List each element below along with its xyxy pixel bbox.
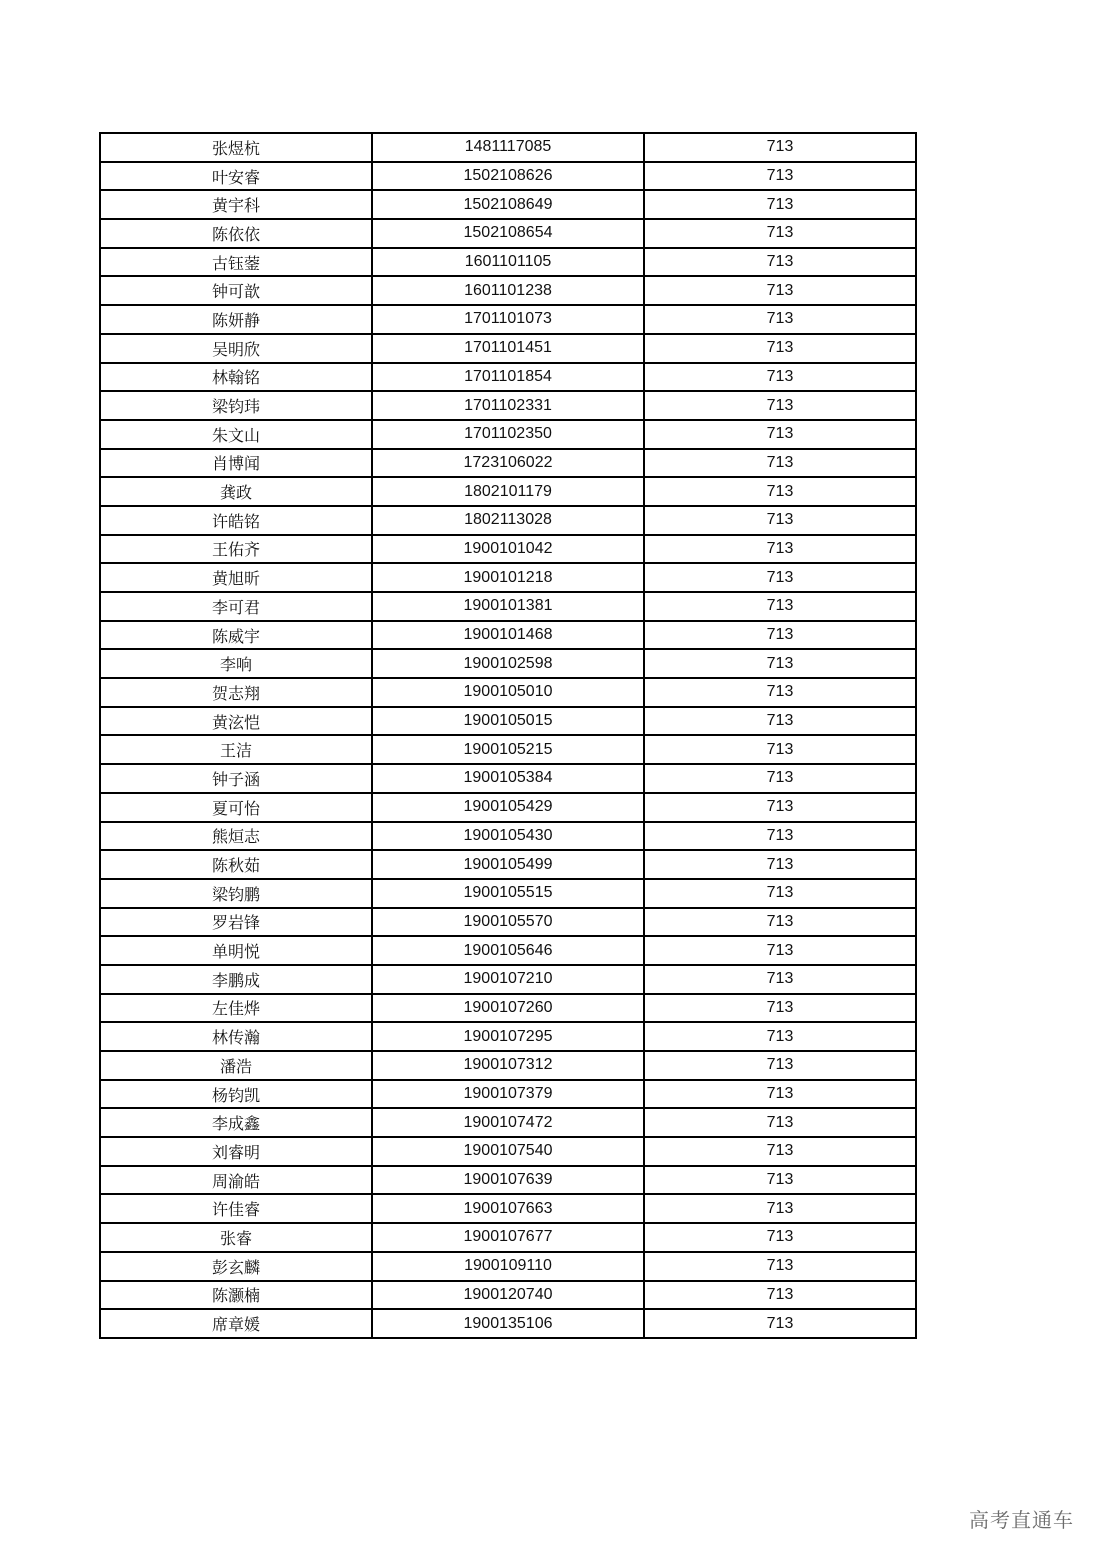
score-cell: 713 — [644, 850, 916, 879]
student-name-cell: 罗岩锋 — [100, 908, 372, 937]
table-row — [100, 1051, 916, 1080]
exam-id-cell: 1802113028 — [372, 506, 644, 535]
score-cell: 713 — [644, 994, 916, 1023]
student-name-cell: 李响 — [100, 649, 372, 678]
student-name-cell: 钟子涵 — [100, 764, 372, 793]
score-cell: 713 — [644, 1022, 916, 1051]
exam-id-cell: 1900105010 — [372, 678, 644, 707]
exam-id-cell: 1723106022 — [372, 449, 644, 478]
exam-id-cell: 1701101073 — [372, 305, 644, 334]
student-name-cell: 张睿 — [100, 1223, 372, 1252]
score-cell: 713 — [644, 1080, 916, 1109]
table-row — [100, 305, 916, 334]
score-cell: 713 — [644, 1223, 916, 1252]
exam-id-cell: 1900102598 — [372, 649, 644, 678]
exam-id-cell: 1900107210 — [372, 965, 644, 994]
table-row — [100, 678, 916, 707]
exam-id-cell: 1900105215 — [372, 735, 644, 764]
exam-id-cell: 1900105430 — [372, 822, 644, 851]
table-row — [100, 391, 916, 420]
student-name-cell: 梁钧鹏 — [100, 879, 372, 908]
exam-id-cell: 1900107312 — [372, 1051, 644, 1080]
student-name-cell: 朱文山 — [100, 420, 372, 449]
table-row — [100, 506, 916, 535]
score-cell: 713 — [644, 1166, 916, 1195]
table-row — [100, 965, 916, 994]
exam-id-cell: 1900105429 — [372, 793, 644, 822]
exam-id-cell: 1900101381 — [372, 592, 644, 621]
student-name-cell: 张煜杭 — [100, 133, 372, 162]
score-cell: 713 — [644, 276, 916, 305]
student-name-cell: 杨钧凯 — [100, 1080, 372, 1109]
score-cell: 713 — [644, 305, 916, 334]
student-name-cell: 夏可怡 — [100, 793, 372, 822]
score-cell: 713 — [644, 764, 916, 793]
score-cell: 713 — [644, 563, 916, 592]
exam-id-cell: 1900107260 — [372, 994, 644, 1023]
exam-id-cell: 1481117085 — [372, 133, 644, 162]
table-row — [100, 535, 916, 564]
table-row — [100, 879, 916, 908]
exam-id-cell: 1900120740 — [372, 1281, 644, 1310]
student-name-cell: 单明悦 — [100, 936, 372, 965]
score-cell: 713 — [644, 1137, 916, 1166]
score-cell: 713 — [644, 248, 916, 277]
table-row — [100, 1281, 916, 1310]
exam-id-cell: 1502108649 — [372, 190, 644, 219]
score-cell: 713 — [644, 592, 916, 621]
exam-id-cell: 1502108626 — [372, 162, 644, 191]
table-row — [100, 1108, 916, 1137]
score-cell: 713 — [644, 190, 916, 219]
table-row — [100, 621, 916, 650]
score-table-body — [100, 133, 916, 1338]
student-name-cell: 陈妍静 — [100, 305, 372, 334]
table-row — [100, 908, 916, 937]
score-cell: 713 — [644, 707, 916, 736]
score-cell: 713 — [644, 1309, 916, 1338]
exam-id-cell: 1502108654 — [372, 219, 644, 248]
score-cell: 713 — [644, 334, 916, 363]
table-row — [100, 764, 916, 793]
score-cell: 713 — [644, 678, 916, 707]
table-row — [100, 822, 916, 851]
exam-id-cell: 1701102331 — [372, 391, 644, 420]
score-cell: 713 — [644, 449, 916, 478]
exam-id-cell: 1601101105 — [372, 248, 644, 277]
score-cell: 713 — [644, 879, 916, 908]
exam-id-cell: 1900107379 — [372, 1080, 644, 1109]
table-row — [100, 162, 916, 191]
table-row — [100, 1223, 916, 1252]
student-name-cell: 王洁 — [100, 735, 372, 764]
table-row — [100, 936, 916, 965]
exam-id-cell: 1900105499 — [372, 850, 644, 879]
score-cell: 713 — [644, 219, 916, 248]
score-cell: 713 — [644, 649, 916, 678]
exam-id-cell: 1701101451 — [372, 334, 644, 363]
student-name-cell: 吴明欣 — [100, 334, 372, 363]
student-name-cell: 林传瀚 — [100, 1022, 372, 1051]
exam-id-cell: 1900107677 — [372, 1223, 644, 1252]
student-name-cell: 贺志翔 — [100, 678, 372, 707]
score-cell: 713 — [644, 363, 916, 392]
student-name-cell: 许佳睿 — [100, 1194, 372, 1223]
student-name-cell: 钟可歆 — [100, 276, 372, 305]
exam-id-cell: 1900101042 — [372, 535, 644, 564]
student-name-cell: 左佳烨 — [100, 994, 372, 1023]
student-name-cell: 黄宇科 — [100, 190, 372, 219]
exam-id-cell: 1601101238 — [372, 276, 644, 305]
student-name-cell: 龚政 — [100, 477, 372, 506]
score-cell: 713 — [644, 1108, 916, 1137]
table-row — [100, 1080, 916, 1109]
student-name-cell: 陈依依 — [100, 219, 372, 248]
student-name-cell: 肖博闻 — [100, 449, 372, 478]
student-name-cell: 古钰蓥 — [100, 248, 372, 277]
student-name-cell: 黄旭昕 — [100, 563, 372, 592]
exam-id-cell: 1900101218 — [372, 563, 644, 592]
student-name-cell: 陈灏楠 — [100, 1281, 372, 1310]
table-row — [100, 219, 916, 248]
exam-id-cell: 1900135106 — [372, 1309, 644, 1338]
exam-id-cell: 1900107472 — [372, 1108, 644, 1137]
table-row — [100, 133, 916, 162]
table-row — [100, 334, 916, 363]
watermark: 高考直通车 — [969, 1508, 1074, 1532]
table-row — [100, 363, 916, 392]
table-row — [100, 420, 916, 449]
score-cell: 713 — [644, 420, 916, 449]
exam-id-cell: 1900105570 — [372, 908, 644, 937]
table-row — [100, 850, 916, 879]
student-name-cell: 叶安睿 — [100, 162, 372, 191]
table-row — [100, 1137, 916, 1166]
score-cell: 713 — [644, 908, 916, 937]
table-row — [100, 276, 916, 305]
score-cell: 713 — [644, 965, 916, 994]
table-row — [100, 449, 916, 478]
student-name-cell: 潘浩 — [100, 1051, 372, 1080]
table-row — [100, 1166, 916, 1195]
score-cell: 713 — [644, 162, 916, 191]
student-name-cell: 陈秋茹 — [100, 850, 372, 879]
student-name-cell: 李鹏成 — [100, 965, 372, 994]
score-cell: 713 — [644, 1051, 916, 1080]
student-name-cell: 刘睿明 — [100, 1137, 372, 1166]
table-row — [100, 649, 916, 678]
exam-id-cell: 1900105384 — [372, 764, 644, 793]
score-cell: 713 — [644, 1281, 916, 1310]
score-cell: 713 — [644, 477, 916, 506]
score-cell: 713 — [644, 793, 916, 822]
table-row — [100, 190, 916, 219]
score-cell: 713 — [644, 1194, 916, 1223]
exam-id-cell: 1802101179 — [372, 477, 644, 506]
exam-id-cell: 1900105515 — [372, 879, 644, 908]
table-row — [100, 1022, 916, 1051]
score-table — [99, 132, 917, 1339]
table-row — [100, 793, 916, 822]
table-row — [100, 592, 916, 621]
table-row — [100, 1252, 916, 1281]
table-row — [100, 477, 916, 506]
table-row — [100, 248, 916, 277]
student-name-cell: 李成鑫 — [100, 1108, 372, 1137]
score-cell: 713 — [644, 1252, 916, 1281]
score-cell: 713 — [644, 535, 916, 564]
exam-id-cell: 1701101854 — [372, 363, 644, 392]
score-cell: 713 — [644, 391, 916, 420]
exam-id-cell: 1900101468 — [372, 621, 644, 650]
student-name-cell: 林翰铭 — [100, 363, 372, 392]
exam-id-cell: 1900105015 — [372, 707, 644, 736]
student-name-cell: 陈威宇 — [100, 621, 372, 650]
score-cell: 713 — [644, 936, 916, 965]
student-name-cell: 梁钧玮 — [100, 391, 372, 420]
student-name-cell: 黄泫恺 — [100, 707, 372, 736]
student-name-cell: 王佑齐 — [100, 535, 372, 564]
table-row — [100, 1309, 916, 1338]
exam-id-cell: 1900107663 — [372, 1194, 644, 1223]
exam-id-cell: 1900105646 — [372, 936, 644, 965]
table-row — [100, 707, 916, 736]
score-cell: 713 — [644, 735, 916, 764]
score-cell: 713 — [644, 621, 916, 650]
student-name-cell: 周渝皓 — [100, 1166, 372, 1195]
student-name-cell: 席章媛 — [100, 1309, 372, 1338]
score-cell: 713 — [644, 822, 916, 851]
exam-id-cell: 1701102350 — [372, 420, 644, 449]
student-name-cell: 李可君 — [100, 592, 372, 621]
exam-id-cell: 1900107295 — [372, 1022, 644, 1051]
table-row — [100, 994, 916, 1023]
exam-id-cell: 1900107540 — [372, 1137, 644, 1166]
table-row — [100, 563, 916, 592]
student-name-cell: 许皓铭 — [100, 506, 372, 535]
exam-id-cell: 1900107639 — [372, 1166, 644, 1195]
student-name-cell: 彭玄麟 — [100, 1252, 372, 1281]
score-cell: 713 — [644, 506, 916, 535]
table-row — [100, 1194, 916, 1223]
exam-id-cell: 1900109110 — [372, 1252, 644, 1281]
score-cell: 713 — [644, 133, 916, 162]
table-row — [100, 735, 916, 764]
student-name-cell: 熊烜志 — [100, 822, 372, 851]
